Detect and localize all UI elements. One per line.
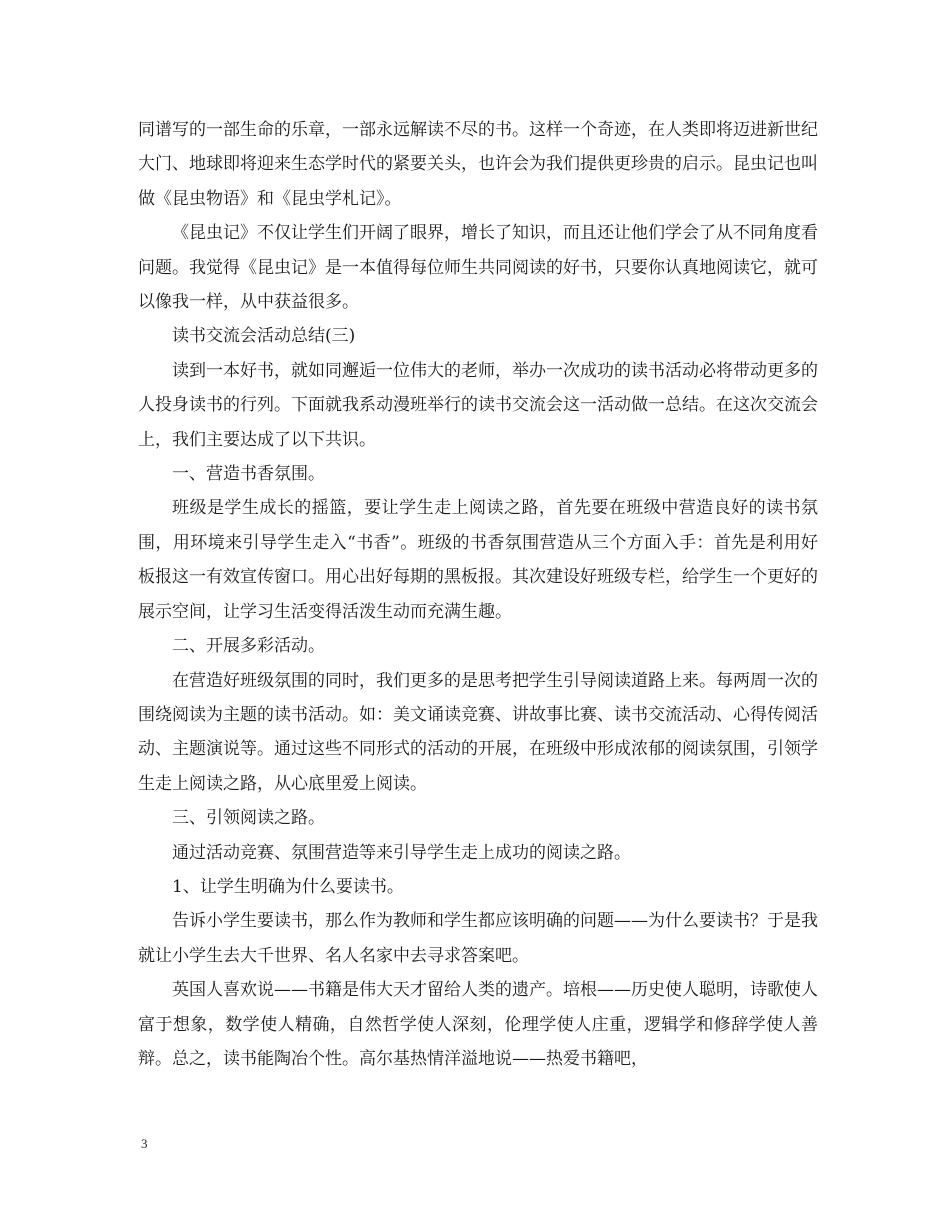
subheading-1: 一、营造书香氛围。 xyxy=(172,464,325,485)
paragraph-8: 在营造好班级氛围的同时，我们更多的是思考把学生引导阅读道路上来。每两周一次的围绕阅读为主题的读书活动。如：美文诵读竞赛、讲故事比赛、读书交流活动、心得传阅活动、主题演说等。通过这些不同形式的活动的开展，在班级中形成浓郁的阅读氛围，引领学生走上阅读之路，从心底里爱上阅读。 xyxy=(138,670,818,794)
paragraph-13: 英国人喜欢说——书籍是伟大天才留给人类的遗产。培根——历史使人聪明，诗歌使人富于想象，数学使人精确，自然哲学使人深刻，伦理学使人庄重，逻辑学和修辞学使人善辩。总之，读书能陶冶个性。高尔基热情洋溢地说——热爱书籍吧， xyxy=(138,980,818,1069)
section-heading-3: 读书交流会活动总结(三) xyxy=(172,326,356,347)
paragraph-4: 读到一本好书，就如同邂逅一位伟大的老师，举办一次成功的读书活动必将带动更多的人投身读书的行列。下面就我系动漫班举行的读书交流会这一活动做一总结。在这次交流会上，我们主要达成了以下共识。 xyxy=(138,360,818,450)
subheading-2: 二、开展多彩活动。 xyxy=(172,636,325,657)
paragraph-10: 通过活动竞赛、氛围营造等来引导学生走上成功的阅读之路。 xyxy=(172,842,631,863)
paragraph-1: 同谱写的一部生命的乐章，一部永远解读不尽的书。这样一个奇迹，在人类即将迈进新世纪大门、地球即将迎来生态学时代的紧要关头，也许会为我们提供更珍贵的启示。昆虫记也叫做《昆虫物语》和《昆虫学札记》。 xyxy=(138,120,818,209)
paragraph-2: 《昆虫记》不仅让学生们开阔了眼界，增长了知识，而且还让他们学会了从不同角度看问题。我觉得《昆虫记》是一本值得每位师生共同阅读的好书，只要你认真地阅读它，就可以像我一样，从中获益很多。 xyxy=(138,223,818,313)
paragraph-12: 告诉小学生要读书，那么作为教师和学生都应该明确的问题——为什么要读书？于是我就让小学生去大千世界、名人名家中去寻求答案吧。 xyxy=(138,911,818,966)
numbered-point-1: 1、让学生明确为什么要读书。 xyxy=(172,876,404,897)
page-number: 3 xyxy=(141,1136,148,1151)
document-body xyxy=(138,113,818,1076)
subheading-3: 三、引领阅读之路。 xyxy=(172,808,325,829)
paragraph-6: 班级是学生成长的摇篮，要让学生走上阅读之路，首先要在班级中营造良好的读书氛围，用环境来引导学生走入“书香”。班级的书香氛围营造从三个方面入手：首先是利用好板报这一有效宣传窗口。用心出好每期的黑板报。其次建设好班级专栏，给学生一个更好的展示空间，让学习生活变得活泼生动而充满生趣。 xyxy=(138,498,818,622)
